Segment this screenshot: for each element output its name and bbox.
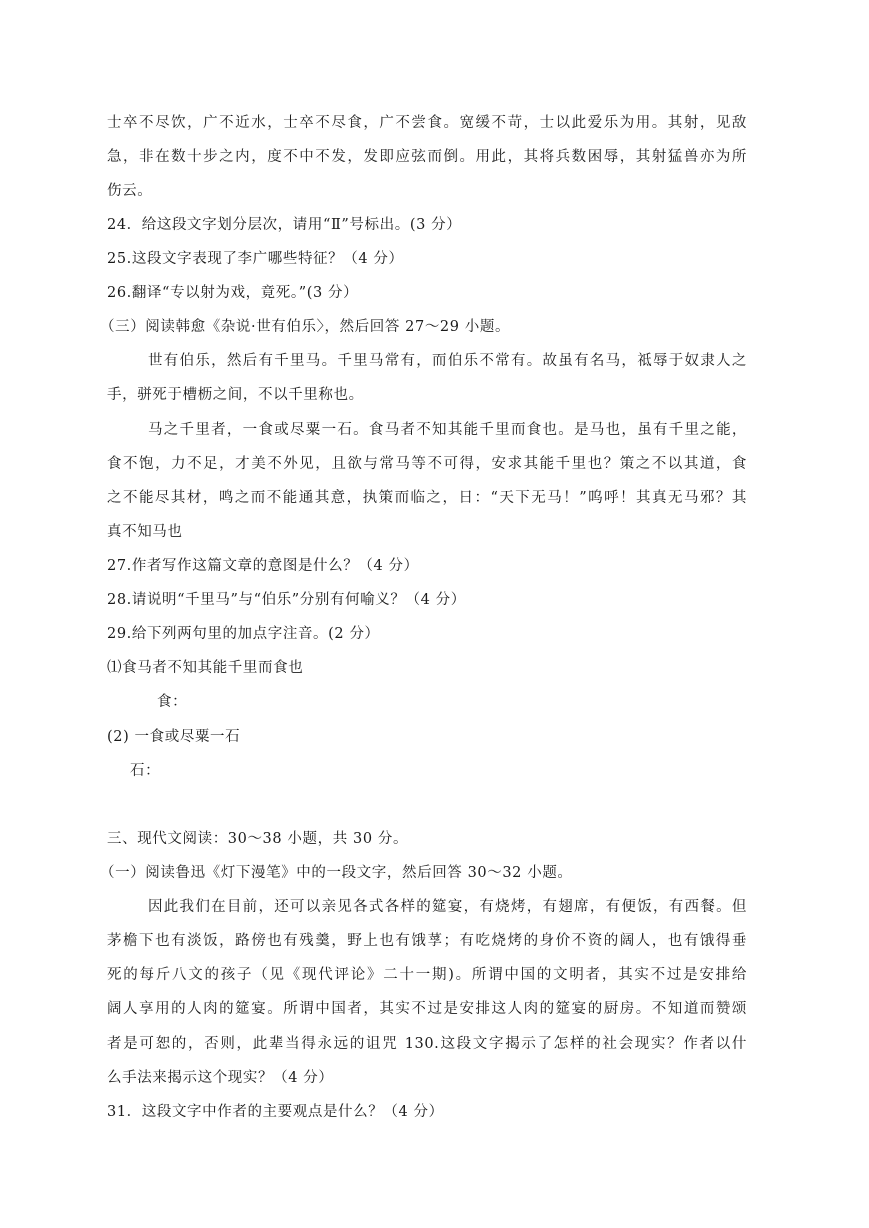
question-24: 24．给这段文字划分层次，请用“Ⅱ”号标出。(3 分） <box>107 217 462 233</box>
text-line: 者是可恕的，否则，此辈当得永远的诅咒 130.这段文字揭示了怎样的社会现实？作者以什 <box>107 1036 747 1052</box>
text-line: 之不能尽其材，鸣之而不能通其意，执策而临之，日：“天下无马！”呜呼！其真无马邪？其 <box>107 490 747 506</box>
question-29: 29.给下列两句里的加点字注音。(2 分） <box>107 626 380 642</box>
text-line: 伤云。 <box>107 183 153 199</box>
question-28: 28.请说明“千里马”与“伯乐”分别有何喻义？（4 分） <box>107 592 466 608</box>
text-line: 死的每斤八文的孩子（见《现代评论》二十一期)。所谓中国的文明者，其实不过是安排给 <box>107 967 747 983</box>
text-line: 阔人享用的人肉的筵宴。所谓中国者，其实不过是安排这人肉的筵宴的厨房。不知道而赞颂 <box>107 1001 747 1017</box>
question-26: 26.翻译“专以射为戏，竟死。”(3 分） <box>107 285 359 301</box>
question-25: 25.这段文字表现了李广哪些特征？（4 分） <box>107 251 404 267</box>
sub-item-2: (2) 一食或尽粟一石 <box>107 729 241 745</box>
text-line: 世有伯乐，然后有千里马。千里马常有，而伯乐不常有。故虽有名马，祗辱于奴隶人之 <box>148 353 747 369</box>
question-31: 31．这段文字中作者的主要观点是什么？（4 分） <box>107 1104 444 1120</box>
text-line: 急，非在数十步之内，度不中不发，发即应弦而倒。用此，其将兵数困辱，其射猛兽亦为所 <box>107 149 747 165</box>
text-line: 茅檐下也有淡饭，路傍也有残羹，野上也有饿莩；有吃烧烤的身价不资的阔人，也有饿得垂 <box>107 933 747 949</box>
section-heading: （一）阅读鲁迅《灯下漫笔》中的一段文字，然后回答 30～32 小题。 <box>100 865 573 881</box>
answer-label: 石： <box>130 763 161 779</box>
section-heading: 三、现代文阅读：30～38 小题，共 30 分。 <box>107 831 409 847</box>
section-heading: （三）阅读韩愈《杂说·世有伯乐〉，然后回答 27～29 小题。 <box>100 319 511 335</box>
text-line: 马之千里者，一食或尽粟一石。食马者不知其能千里而食也。是马也，虽有千里之能， <box>148 422 747 438</box>
question-27: 27.作者写作这篇文章的意图是什么？（4 分） <box>107 558 419 574</box>
text-line: 手，骈死于槽枥之间，不以千里称也。 <box>107 387 364 403</box>
text-line: 士卒不尽饮，广不近水，士卒不尽食，广不尝食。宽缓不苛，士以此爱乐为用。其射，见敌 <box>107 115 747 131</box>
text-line: 食不饱，力不足，才美不外见，且欲与常马等不可得，安求其能千里也？策之不以其道，食 <box>107 456 747 472</box>
question-30: 么手法来揭示这个现实？（4 分） <box>107 1070 334 1086</box>
text-line: 真不知马也 <box>107 524 183 540</box>
sub-item-1: ⑴食马者不知其能千里而食也 <box>107 660 304 676</box>
answer-label: 食： <box>157 694 188 710</box>
text-line: 因此我们在目前，还可以亲见各式各样的筵宴，有烧烤，有翅席，有便饭，有西餐。但 <box>148 899 747 915</box>
